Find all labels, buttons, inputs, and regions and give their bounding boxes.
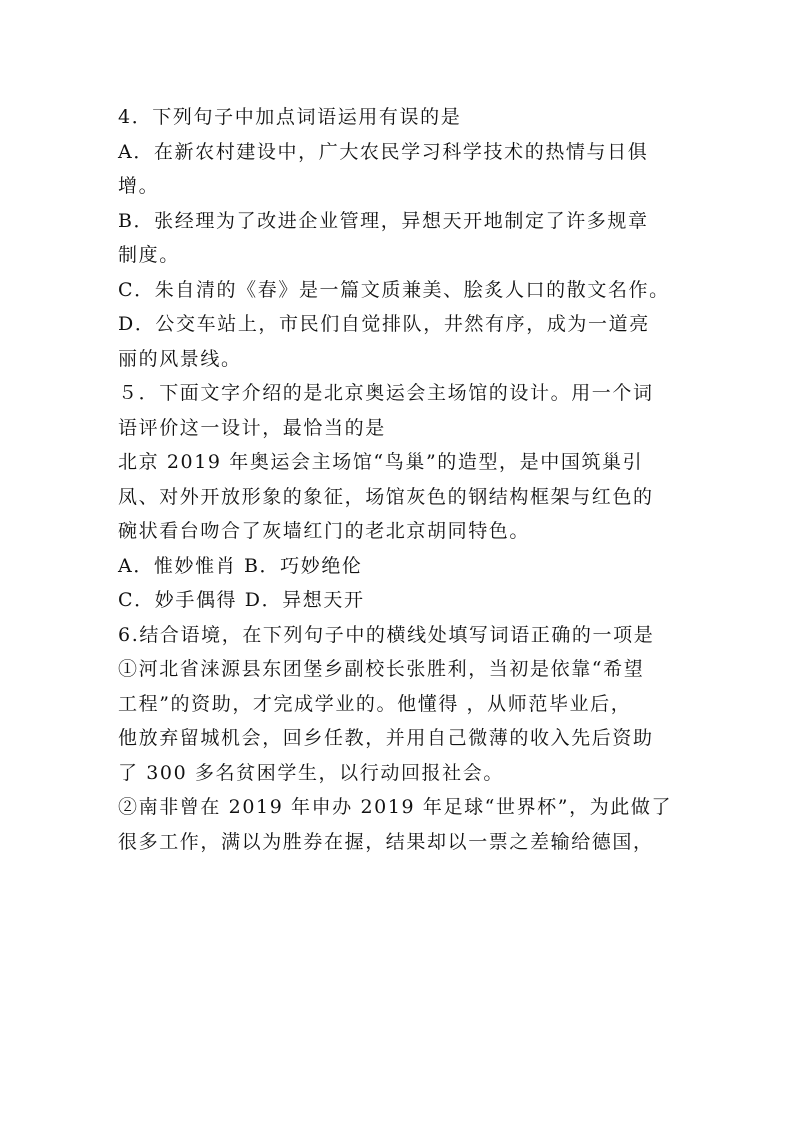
question-6-sentence-2-cont: 很多工作，满以为胜券在握，结果却以一票之差输给德国， [118, 830, 654, 853]
document-page [118, 100, 718, 859]
question-5-stem-cont: 语评价这一设计，最恰当的是 [118, 416, 386, 439]
question-4-option-b: B．张经理为了改进企业管理，异想天开地制定了许多规章 [118, 209, 649, 232]
question-6-sentence-2: ②南非曾在 2019 年申办 2019 年足球“世界杯”，为此做了 [118, 796, 673, 818]
question-5-passage-cont-1: 凤、对外开放形象的象征，场馆灰色的钢结构框架与红色的 [118, 485, 654, 508]
question-5-options-cd: C．妙手偶得 D．异想天开 [118, 589, 365, 611]
question-4-stem: 4．下列句子中加点词语运用有误的是 [118, 106, 462, 128]
question-4-option-d: D．公交车站上，市民们自觉排队，井然有序，成为一道亮 [118, 313, 650, 335]
question-4-option-a-cont: 增。 [118, 175, 160, 197]
question-5-passage: 北京 2019 年奥运会主场馆“鸟巢”的造型，是中国筑巢引 [118, 451, 644, 473]
question-4-option-b-cont: 制度。 [118, 244, 180, 266]
question-5-stem: ５．下面文字介绍的是北京奥运会主场馆的设计。用一个词 [118, 382, 654, 404]
question-5-passage-cont-2: 碗状看台吻合了灰墙红门的老北京胡同特色。 [118, 520, 531, 542]
question-6-sentence-1-cont-2: 他放弃留城机会，回乡任教，并用自己微薄的收入先后资助 [118, 727, 654, 749]
question-6-sentence-1-cont-1: 工程”的资助，才完成学业的。他懂得 ，从师范毕业后， [118, 692, 632, 715]
question-4-option-a: A．在新农村建设中，广大农民学习科学技术的热情与日俱 [118, 140, 649, 163]
question-4-option-c: C．朱自清的《春》是一篇文质兼美、脍炙人口的散文名作。 [118, 278, 670, 301]
question-6-sentence-1-cont-3: 了 300 多名贫困学生，以行动回报社会。 [118, 761, 504, 784]
question-6-stem: 6.结合语境，在下列句子中的横线处填写词语正确的一项是 [118, 623, 655, 646]
question-5-options-ab: A．惟妙惟肖 B．巧妙绝伦 [118, 554, 363, 577]
question-6-sentence-1: ①河北省涞源县东团堡乡副校长张胜利，当初是依靠“希望 [118, 658, 645, 680]
question-4-option-d-cont: 丽的风景线。 [118, 347, 242, 370]
